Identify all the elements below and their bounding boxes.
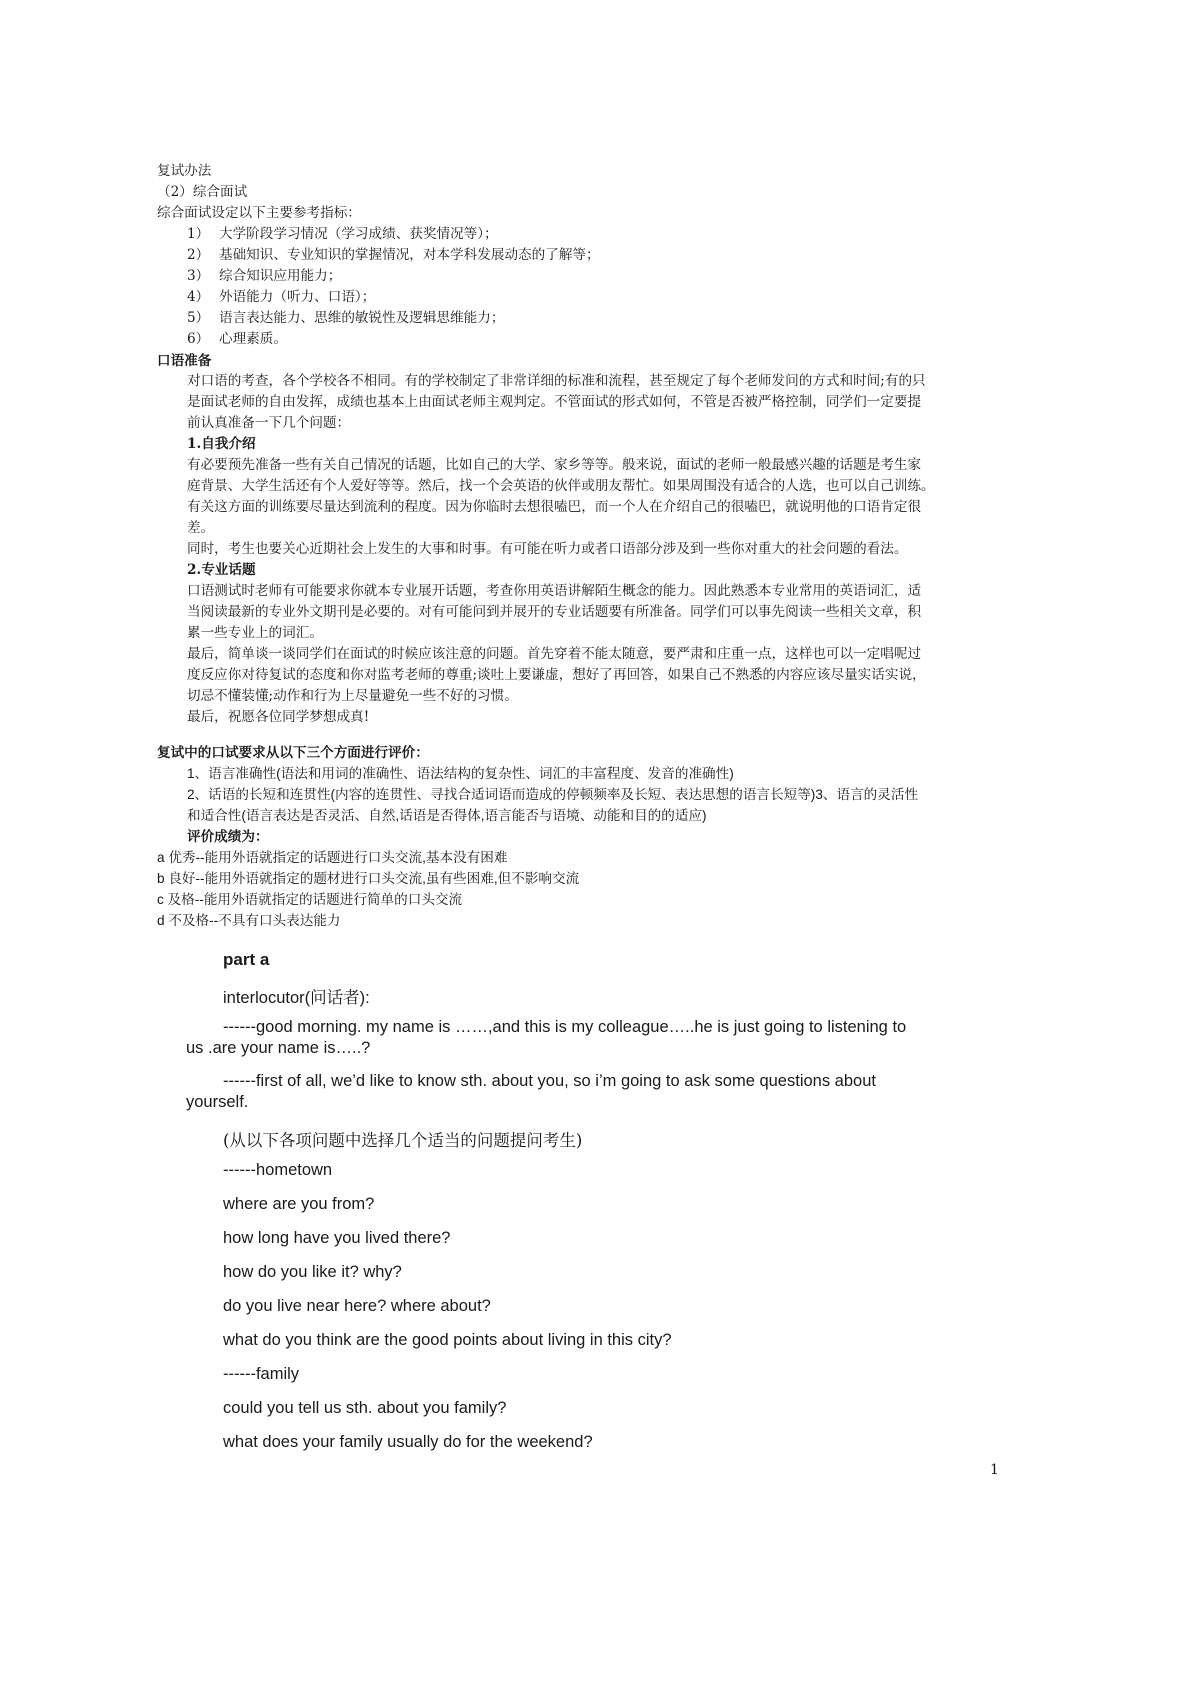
paragraph-line: 前认真准备一下几个问题：	[187, 415, 351, 431]
instruction-note: (从以下各项问题中选择几个适当的问题提问考生)	[223, 1131, 583, 1150]
paragraph-line: 对口语的考查，各个学校各不相同。有的学校制定了非常详细的标准和流程，甚至规定了每个老师发问的方式和时间;有的只	[187, 373, 926, 389]
question-item: what does your family usually do for the weekend?	[223, 1433, 593, 1451]
question-item: do you live near here? where about?	[223, 1297, 491, 1315]
oral-heading: 口语准备	[157, 353, 212, 368]
paragraph-line: 最后，祝愿各位同学梦想成真!	[187, 709, 370, 725]
criteria-number: 3）	[187, 268, 210, 284]
criteria-item	[157, 287, 1037, 308]
paragraph-line: 有必要预先准备一些有关自己情况的话题，比如自己的大学、家乡等等。般来说，面试的老师一般最感兴趣的话题是考生家	[187, 457, 922, 473]
evaluation-line: 1、语言准确性(语法和用词的准确性、语法结构的复杂性、词汇的丰富程度、发音的准确性)	[187, 766, 734, 781]
paragraph-line: 同时，考生也要关心近期社会上发生的大事和时事。有可能在听力或者口语部分涉及到一些你对重大的社会问题的看法。	[187, 541, 908, 557]
criteria-text: 综合知识应用能力；	[219, 268, 342, 284]
criteria-item	[157, 308, 1037, 329]
criteria-text: 大学阶段学习情况（学习成绩、获奖情况等）；	[219, 226, 498, 242]
question-item: how long have you lived there?	[223, 1229, 451, 1247]
paragraph-line: 累一些专业上的词汇。	[187, 625, 323, 641]
paragraph-line: 切忌不懂装懂;动作和行为上尽量避免一些不好的习惯。	[187, 688, 518, 704]
paragraph-line: 是面试老师的自由发挥，成绩也基本上由面试老师主观判定。不管面试的形式如何，不管是否被严格控制，同学们一定要提	[187, 394, 922, 410]
major-topic-heading: 2.专业话题	[187, 562, 256, 578]
grade-item: d 不及格--不具有口头表达能力	[157, 913, 341, 928]
evaluation-heading: 复试中的口试要求从以下三个方面进行评价：	[157, 745, 429, 760]
criteria-text: 外语能力（听力、口语）；	[219, 289, 376, 305]
paragraph-line: 度反应你对待复试的态度和你对监考老师的尊重;谈吐上要谦虚，想好了再回答，如果自己不熟悉的内容应该尽量实话实说，	[187, 667, 926, 683]
criteria-number: 2）	[187, 247, 210, 263]
criteria-number: 5）	[187, 310, 210, 326]
section-interview-method	[157, 161, 1037, 728]
section-title: 复试办法	[157, 163, 212, 179]
paragraph-line: 有关这方面的训练要尽量达到流利的程度。因为你临时去想很嗑巴，而一个人在介绍自己的很嗑巴，就说明他的口语肯定很	[187, 499, 922, 515]
criteria-item	[157, 245, 1037, 266]
dialogue-line: yourself.	[186, 1093, 249, 1111]
criteria-list	[157, 224, 1037, 350]
major-topic-paragraph	[157, 581, 1037, 728]
paragraph-line: 当阅读最新的专业外文期刊是必要的。对有可能问到并展开的专业话题要有所准备。同学们可以事先阅读一些相关文章，积	[187, 604, 922, 620]
interlocutor-label: interlocutor(问话者):	[223, 989, 370, 1007]
criteria-item	[157, 266, 1037, 287]
dialogue-line: us .are your name is…..?	[186, 1039, 371, 1057]
grade-item: b 良好--能用外语就指定的题材进行口头交流,虽有些困难,但不影响交流	[157, 871, 580, 886]
evaluation-line: 2、话语的长短和连贯性(内容的连贯性、寻找合适词语而造成的停顿频率及长短、表达思想的语言长短等)3、语言的灵活性	[187, 787, 919, 802]
question-item: how do you like it? why?	[223, 1263, 402, 1281]
oral-intro-paragraph	[157, 371, 1037, 434]
dialogue-line: ------first of all, we’d like to know sth. about you, so i’m going to ask some questions about	[223, 1072, 876, 1090]
criteria-text: 心理素质。	[219, 331, 287, 347]
dialogue-line: ------good morning. my name is ……,and this is my colleague…..he is just going to listening to	[223, 1018, 907, 1036]
criteria-item	[157, 329, 1037, 350]
grade-item: c 及格--能用外语就指定的话题进行简单的口头交流	[157, 892, 463, 907]
criteria-item	[157, 224, 1037, 245]
criteria-text: 基础知识、专业知识的掌握情况，对本学科发展动态的了解等；	[219, 247, 600, 263]
self-intro-heading: 1.自我介绍	[187, 436, 256, 452]
criteria-number: 4）	[187, 289, 210, 305]
criteria-text: 语言表达能力、思维的敏锐性及逻辑思维能力；	[219, 310, 505, 326]
paragraph-line: 口语测试时老师有可能要求你就本专业展开话题，考查你用英语讲解陌生概念的能力。因此熟悉本专业常用的英语词汇，适	[187, 583, 922, 599]
paragraph-line: 差。	[187, 520, 215, 536]
criteria-number: 1）	[187, 226, 210, 242]
topic-label-family: ------family	[223, 1365, 300, 1383]
topic-label-hometown: ------hometown	[223, 1161, 333, 1179]
criteria-number: 6）	[187, 331, 210, 347]
criteria-intro: 综合面试设定以下主要参考指标：	[157, 205, 361, 221]
grade-item: a 优秀--能用外语就指定的话题进行口头交流,基本没有困难	[157, 850, 508, 865]
paragraph-line: 最后，简单谈一谈同学们在面试的时候应该注意的问题。首先穿着不能太随意，要严肃和庄重一点，这样也可以一定唱呢过	[187, 646, 922, 662]
paragraph-line: 庭背景、大学生活还有个人爱好等等。然后，找一个会英语的伙伴或朋友帮忙。如果周围没有适合的人选，也可以自己训练。	[187, 478, 935, 494]
self-intro-paragraph	[157, 455, 1037, 560]
grade-heading: 评价成绩为：	[187, 829, 269, 844]
part-label: part a	[223, 950, 270, 969]
section-oral-evaluation	[157, 742, 1037, 931]
section-subtitle: （2）综合面试	[157, 184, 248, 200]
evaluation-line: 和适合性(语言表达是否灵活、自然,话语是否得体,语言能否与语境、动能和目的的适应)	[187, 808, 707, 823]
question-item: could you tell us sth. about you family?	[223, 1399, 507, 1417]
page-number: 1	[990, 1462, 999, 1478]
question-item: what do you think are the good points about living in this city?	[223, 1331, 672, 1349]
question-item: where are you from?	[223, 1195, 375, 1213]
